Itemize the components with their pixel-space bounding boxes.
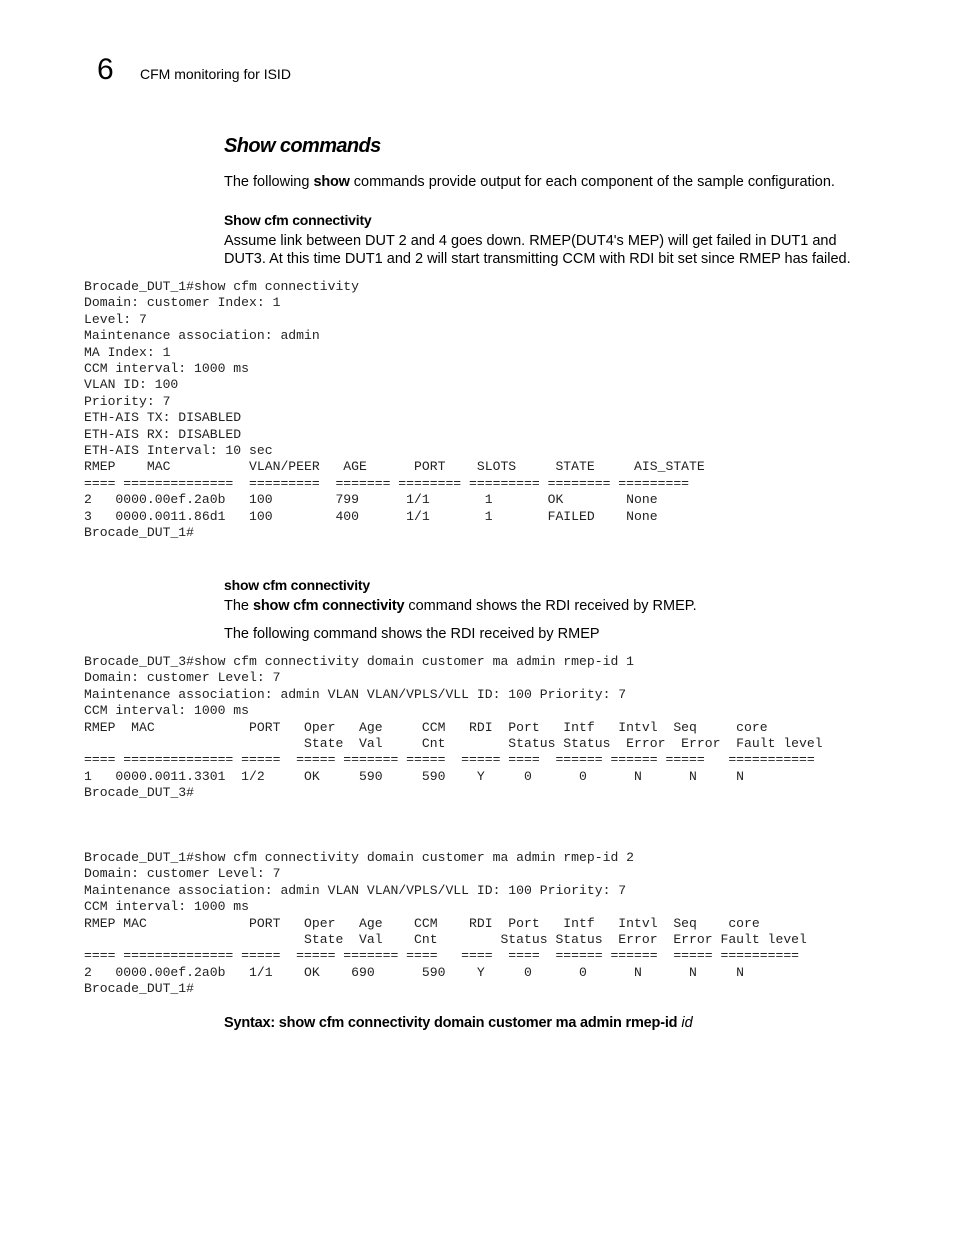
block2-line1-before: The	[224, 598, 254, 614]
intro-paragraph	[224, 173, 884, 191]
cli-output-dut3-rmep: Brocade_DUT_3#show cfm connectivity domain customer ma admin rmep-id 1 Domain: customer Level: 7 Maintenance association: admin VLAN VLAN/VPLS/VLL ID: 100 Priority: 7 CCM interval: 1000 ms RMEP MAC PORT Oper Age CCM RDI Port Intf Intvl Seq core State Val Cnt Status Status Error Error Fault level ==== ============== ===== ===== ======= ===== ===== ==== ====== ====== ===== =========== 1 0000.0011.3301 1/2 OK 590 590 Y 0 0 N N N Brocade_DUT_3#	[84, 654, 823, 801]
block2-line1-command: show cfm connectivity	[253, 598, 405, 614]
block2-line2: The following command shows the RDI received by RMEP	[224, 626, 600, 642]
chapter-title: CFM monitoring for ISID	[140, 66, 291, 82]
block2-line1-after: command shows the RDI received by RMEP.	[404, 598, 697, 614]
block2-line1	[224, 597, 884, 615]
syntax-argument: id	[681, 1015, 693, 1031]
block2-subheading: show cfm connectivity	[224, 577, 370, 593]
section-heading: Show commands	[224, 135, 381, 157]
chapter-number: 6	[97, 53, 114, 86]
intro-command: show	[313, 174, 350, 190]
block1-subheading: Show cfm connectivity	[224, 212, 372, 228]
intro-text-before: The following	[224, 174, 314, 190]
block1-description: Assume link between DUT 2 and 4 goes down. RMEP(DUT4's MEP) will get failed in DUT1 and DUT3. At this time DUT1 and 2 will start transmitting CCM with RDI bit set since RMEP has failed.	[224, 233, 851, 267]
syntax-label: Syntax: show cfm connectivity domain customer ma admin rmep-id	[224, 1015, 678, 1031]
intro-text-after: commands provide output for each component of the sample configuration.	[349, 174, 835, 190]
cli-output-dut1-connectivity: Brocade_DUT_1#show cfm connectivity Domain: customer Index: 1 Level: 7 Maintenance association: admin MA Index: 1 CCM interval: 1000 ms VLAN ID: 100 Priority: 7 ETH-AIS TX: DISABLED ETH-AIS RX: DISABLED ETH-AIS Interval: 10 sec RMEP MAC VLAN/PEER AGE PORT SLOTS STATE AIS_STATE ==== ============== ========= ======= ======== ========= ======== ========= 2 0000.00ef.2a0b 100 799 1/1 1 OK None 3 0000.0011.86d1 100 400 1/1 1 FAILED None Brocade_DUT_1#	[84, 279, 705, 541]
syntax-line	[224, 1014, 693, 1032]
cli-output-dut1-rmep: Brocade_DUT_1#show cfm connectivity domain customer ma admin rmep-id 2 Domain: customer Level: 7 Maintenance association: admin VLAN VLAN/VPLS/VLL ID: 100 Priority: 7 CCM interval: 1000 ms RMEP MAC PORT Oper Age CCM RDI Port Intf Intvl Seq core State Val Cnt Status Status Error Error Fault level ==== ============== ===== ===== ======= ==== ==== ==== ====== ====== ===== ========== 2 0000.00ef.2a0b 1/1 OK 690 590 Y 0 0 N N N Brocade_DUT_1#	[84, 850, 807, 997]
